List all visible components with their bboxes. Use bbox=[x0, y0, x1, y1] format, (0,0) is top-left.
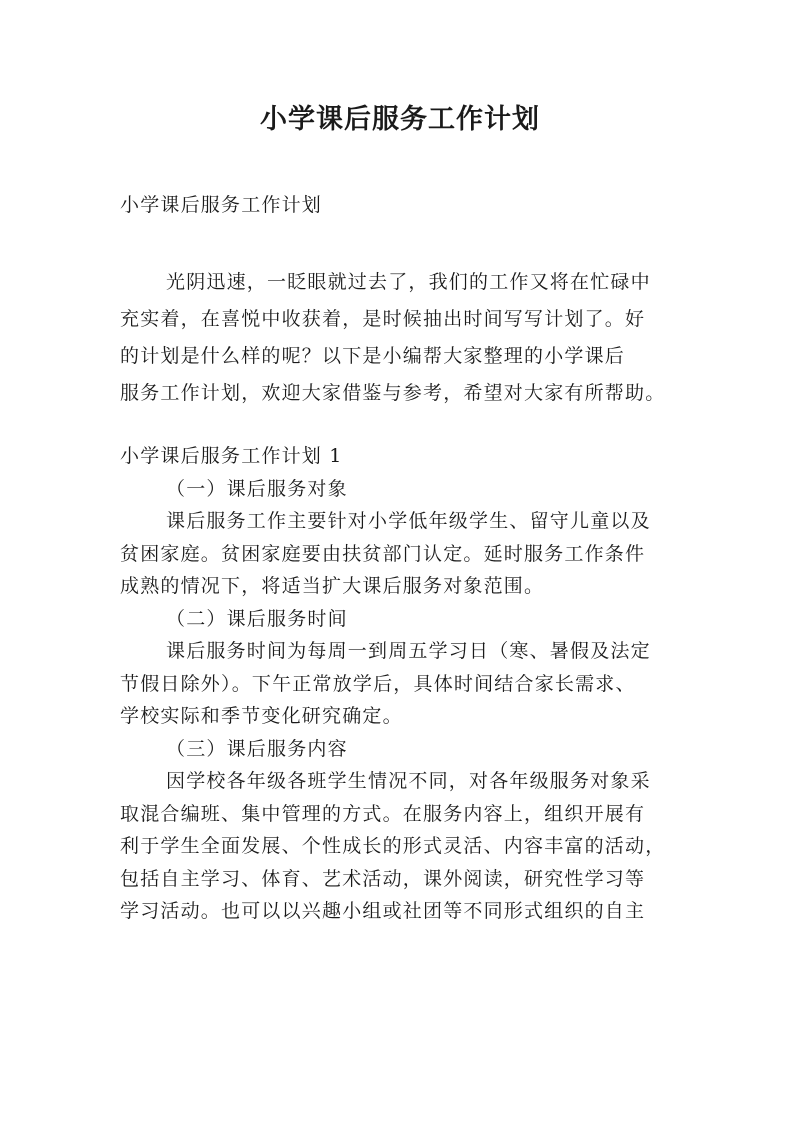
paragraph-line: 贫困家庭。贫困家庭要由扶贫部门认定。延时服务工作条件 bbox=[120, 542, 646, 565]
intro-line: 的计划是什么样的呢？以下是小编帮大家整理的小学课后 bbox=[120, 345, 626, 367]
document-title: 小学课后服务工作计划 bbox=[260, 104, 540, 135]
paragraph-line: 利于学生全面发展、个性成长的形式灵活、内容丰富的活动， bbox=[120, 835, 666, 857]
section-heading-target: （一）课后服务对象 bbox=[166, 477, 348, 500]
intro-paragraph bbox=[120, 264, 690, 412]
intro-line: 服务工作计划，欢迎大家借鉴与参考，希望对大家有所帮助。 bbox=[120, 382, 666, 404]
paragraph-line: 课后服务工作主要针对小学低年级学生、留守儿童以及 bbox=[166, 510, 651, 532]
paragraph-line: 学校实际和季节变化研究确定。 bbox=[120, 705, 403, 727]
intro-line: 充实着，在喜悦中收获着，是时候抽出时间写写计划了。好 bbox=[120, 308, 646, 330]
section-heading-content: （三）课后服务内容 bbox=[166, 737, 348, 760]
paragraph-line: 包括自主学习、体育、艺术活动，课外阅读，研究性学习等 bbox=[120, 867, 646, 890]
document-body bbox=[120, 186, 690, 928]
paragraph-line: 取混合编班、集中管理的方式。在服务内容上，组织开展有 bbox=[120, 802, 646, 825]
document-subtitle: 小学课后服务工作计划 bbox=[120, 194, 323, 216]
paragraph-line: 课后服务时间为每周一到周五学习日（寒、暑假及法定 bbox=[166, 640, 651, 662]
intro-line: 光阴迅速，一眨眼就过去了，我们的工作又将在忙碌中 bbox=[166, 271, 651, 293]
plan-1-section bbox=[120, 440, 690, 928]
paragraph-line: 节假日除外）。下午正常放学后，具体时间结合家长需求、 bbox=[120, 672, 636, 695]
paragraph-line: 因学校各年级各班学生情况不同，对各年级服务对象采 bbox=[166, 770, 651, 792]
paragraph-line: 学习活动。也可以以兴趣小组或社团等不同形式组织的自主 bbox=[120, 900, 646, 922]
plan-heading: 小学课后服务工作计划 1 bbox=[120, 445, 343, 467]
section-heading-time: （二）课后服务时间 bbox=[166, 607, 348, 630]
paragraph-line: 成熟的情况下，将适当扩大课后服务对象范围。 bbox=[120, 575, 545, 597]
